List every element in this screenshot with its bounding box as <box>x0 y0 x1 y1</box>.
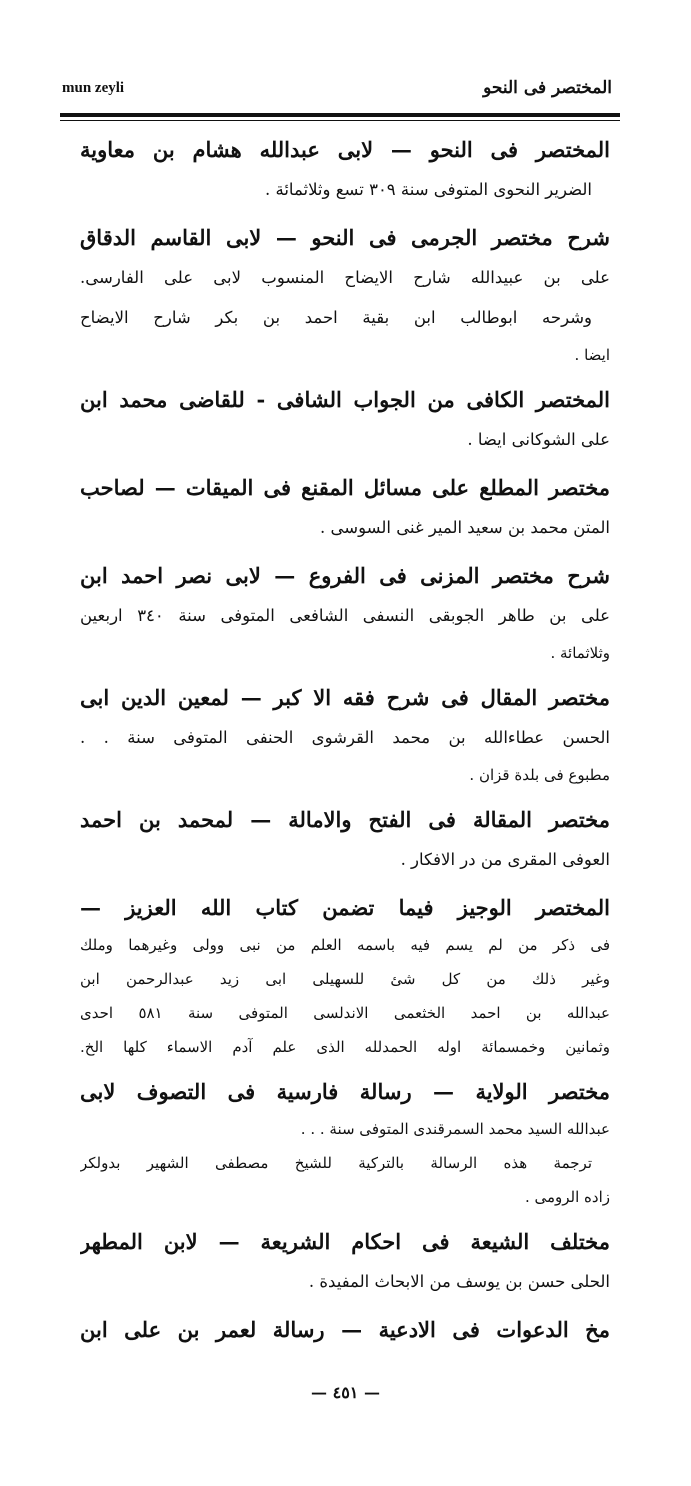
entry-line: مختصر المطلع على مسائل المقنع فى الميقات — لصاحب <box>80 475 610 500</box>
entry-line: فى ذكر من لم يسم فيه باسمه العلم من نبى وولى وغيرهما وملك <box>80 936 610 954</box>
entry-line: على الشوكانى ايضا . <box>467 430 610 449</box>
running-header-left: mun zeyli <box>62 80 125 96</box>
entry-line: وشرحه ابوطالب ابن بقية احمد بن بكر شارح الايضاح <box>80 308 592 327</box>
entry-line: المختصر الكافى من الجواب الشافى - للقاضى محمد ابن <box>80 387 610 412</box>
entry-line: مخ الدعوات فى الادعية — رسالة لعمر بن على ابن <box>80 1317 610 1342</box>
entry-line: عبدالله بن احمد الخثعمى الاندلسى المتوفى سنة ٥٨١ احدى <box>80 1004 610 1022</box>
entry-line: مختلف الشيعة فى احكام الشريعة — لابن المطهر <box>80 1229 610 1254</box>
entry-line: الضرير النحوى المتوفى سنة ٣٠٩ تسع وثلاثمائة . <box>265 180 592 199</box>
entry <box>80 678 610 792</box>
entry <box>80 888 610 1064</box>
entry <box>80 556 610 670</box>
entry-line: عبدالله السيد محمد السمرقندى المتوفى سنة . . . <box>300 1120 610 1138</box>
entry-line: على بن عبيدالله شارح الايضاح المنسوب لابى على الفارسى. <box>80 268 610 287</box>
entry-line: ايضا . <box>574 346 610 364</box>
entry-line: شرح مختصر الجرمى فى النحو — لابى القاسم الدقاق <box>80 225 610 250</box>
page-number: — ٤٥١ — <box>311 1383 380 1402</box>
header-rule-thin <box>60 120 620 121</box>
entry <box>80 1222 610 1302</box>
entry-line: وثمانين وخمسمائة اوله الحمدلله الذى علم آدم الاسماء كلها الخ. <box>80 1038 610 1056</box>
entry <box>80 800 610 880</box>
header-rule-thick <box>60 113 620 117</box>
entry-line: المتن محمد بن سعيد المير غنى السوسى . <box>320 518 610 537</box>
entry <box>80 130 610 210</box>
page-header <box>60 78 618 104</box>
entry-line: زاده الرومى . <box>524 1188 610 1206</box>
entry <box>80 1310 610 1350</box>
entry-line: العوفى المقرى من در الافكار . <box>400 850 610 869</box>
entry <box>80 468 610 548</box>
entry-line: المختصر فى النحو — لابى عبدالله هشام بن معاوية <box>80 137 610 162</box>
entry-line: الحلى حسن بن يوسف من الابحاث المفيدة . <box>308 1272 610 1291</box>
entry-line: مطبوع فى بلدة قزان . <box>469 766 610 784</box>
entry-line: المختصر الوجيز فيما تضمن كتاب الله العزيز — <box>80 895 610 920</box>
entry-line: شرح مختصر المزنى فى الفروع — لابى نصر احمد ابن <box>80 563 610 588</box>
entry-line: الحسن عطاءالله بن محمد القرشوى الحنفى المتوفى سنة . . <box>80 728 610 747</box>
entry-line: ترجمة هذه الرسالة بالتركية للشيخ مصطفى الشهير بدولكر <box>80 1154 592 1172</box>
entry-line: على بن طاهر الجوبقى النسفى الشافعى المتوفى سنة ٣٤٠ اربعين <box>80 606 610 625</box>
entry-line: مختصر الولاية — رسالة فارسية فى التصوف لابى <box>80 1079 610 1104</box>
entry-line: وثلاثمائة . <box>550 644 610 662</box>
running-header-title: المختصر فى النحو <box>483 78 612 98</box>
entry <box>80 380 610 460</box>
entry <box>80 218 610 372</box>
entry-line: مختصر المقالة فى الفتح والامالة — لمحمد بن احمد <box>80 807 610 832</box>
entries-list <box>80 130 610 1358</box>
entry-line: وغير ذلك من كل شئ للسهيلى ابى زيد عبدالرحمن ابن <box>80 970 610 988</box>
entry-line: مختصر المقال فى شرح فقه الا كبر — لمعين الدين ابى <box>80 685 610 710</box>
entry <box>80 1072 610 1214</box>
